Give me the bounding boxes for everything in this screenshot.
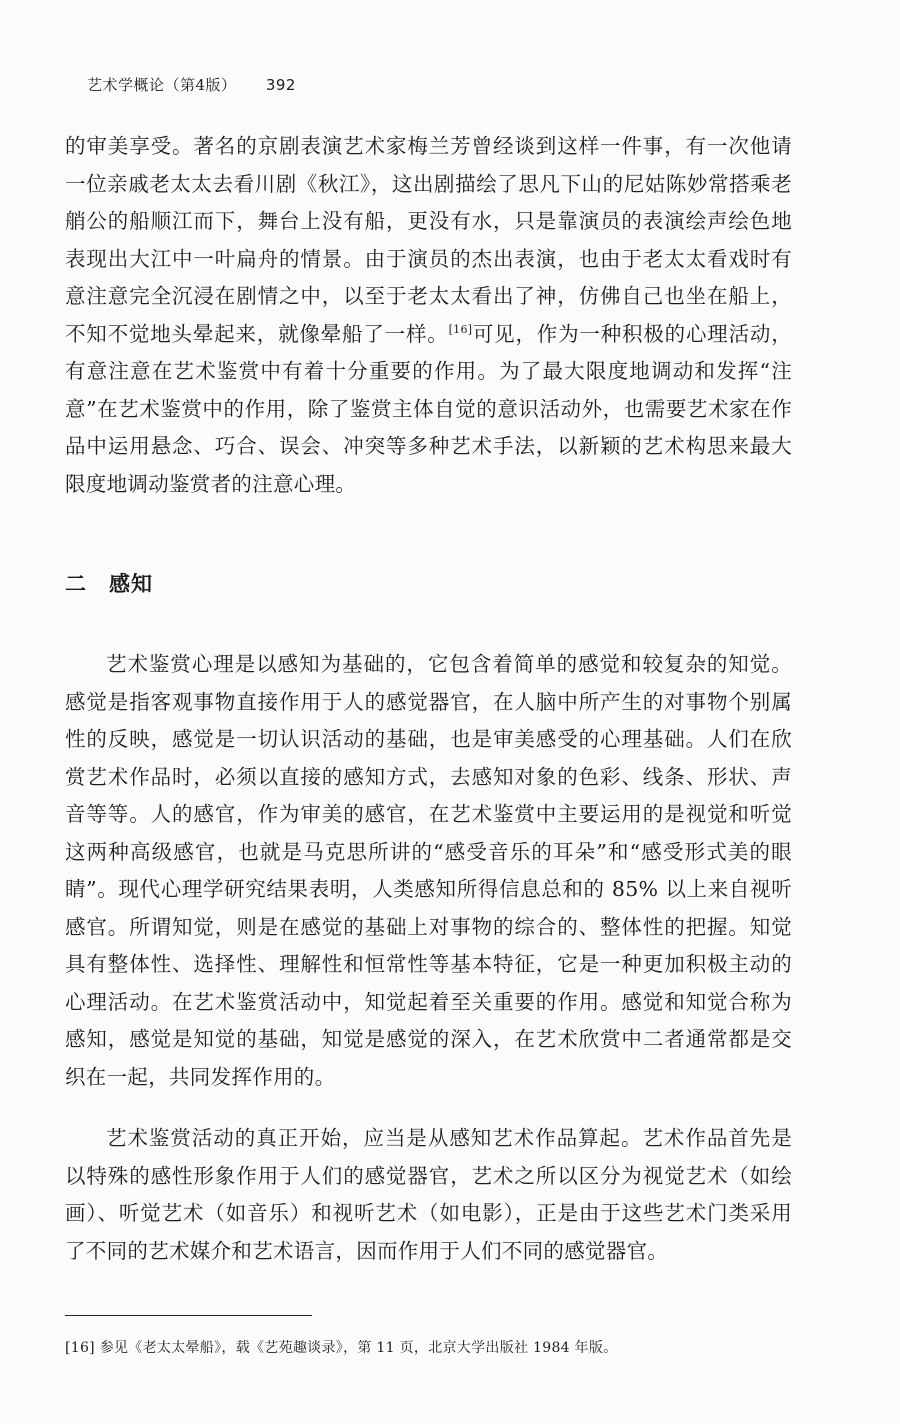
page-number: 392	[265, 76, 296, 94]
paragraph-attention	[65, 128, 792, 503]
running-header	[87, 74, 296, 95]
footnote: [16] 参见《老太太晕船》，载《艺苑趣谈录》，第 11 页，北京大学出版社 1984 年版。	[65, 1340, 618, 1356]
paragraph-text-part2: 可见，作为一种积极的心理活动，有意注意在艺术鉴赏中有着十分重要的作用。为了最大限度地调动和发挥“注意”在艺术鉴赏中的作用，除了鉴赏主体自觉的意识活动外，也需要艺术家在作品中运用悬念、巧合、误会、冲突等多种艺术手法，以新颖的艺术构思来最大限度地调动鉴赏者的注意心理。	[65, 321, 793, 496]
paragraph-perception: 艺术鉴赏心理是以感知为基础的，它包含着简单的感觉和较复杂的知觉。感觉是指客观事物直接作用于人的感觉器官，在人脑中所产生的对事物个别属性的反映，感觉是一切认识活动的基础，也是审美感受的心理基础。人们在欣赏艺术作品时，必须以直接的感知方式，去感知对象的色彩、线条、形状、声音等等。人的感官，作为审美的感官，在艺术鉴赏中主要运用的是视觉和听觉这两种高级感官，也就是马克思所讲的“感受音乐的耳朵”和“感受形式美的眼睛”。现代心理学研究结果表明，人类感知所得信息总和的 85% 以上来自视听感官。所谓知觉，则是在感觉的基础上对事物的综合的、整体性的把握。知觉具有整体性、选择性、理解性和恒常性等基本特征，它是一种更加积极主动的心理活动。在艺术鉴赏活动中，知觉起着至关重要的作用。感觉和知觉合称为感知，感觉是知觉的基础，知觉是感觉的深入，在艺术欣赏中二者通常都是交织在一起，共同发挥作用的。	[65, 652, 792, 1089]
section-heading	[65, 568, 153, 598]
section-number: 二	[65, 572, 87, 596]
section-title: 感知	[109, 572, 153, 596]
paragraph-text-part1: 的审美享受。著名的京剧表演艺术家梅兰芳曾经谈到这样一件事，有一次他请一位亲戚老太太去看川剧《秋江》，这出剧描绘了思凡下山的尼姑陈妙常搭乘老艄公的船顺江而下，舞台上没有船，更没有水，只是靠演员的表演绘声绘色地表现出大江中一叶扁舟的情景。由于演员的杰出表演，也由于老太太看戏时有意注意完全沉浸在剧情之中，以至于老太太看出了神，仿佛自己也坐在船上，不知不觉地头晕起来，就像晕船了一样。	[65, 134, 792, 346]
footnote-divider	[65, 1315, 312, 1316]
paragraph-appreciation-start: 艺术鉴赏活动的真正开始，应当是从感知艺术作品算起。艺术作品首先是以特殊的感性形象作用于人们的感觉器官，艺术之所以区分为视觉艺术（如绘画）、听觉艺术（如音乐）和视听艺术（如电影），正是由于这些艺术门类采用了不同的艺术媒介和艺术语言，因而作用于人们不同的感觉器官。	[65, 1126, 792, 1263]
footnote-reference: [16]	[448, 322, 473, 336]
book-title: 艺术学概论（第4版）	[87, 76, 237, 94]
